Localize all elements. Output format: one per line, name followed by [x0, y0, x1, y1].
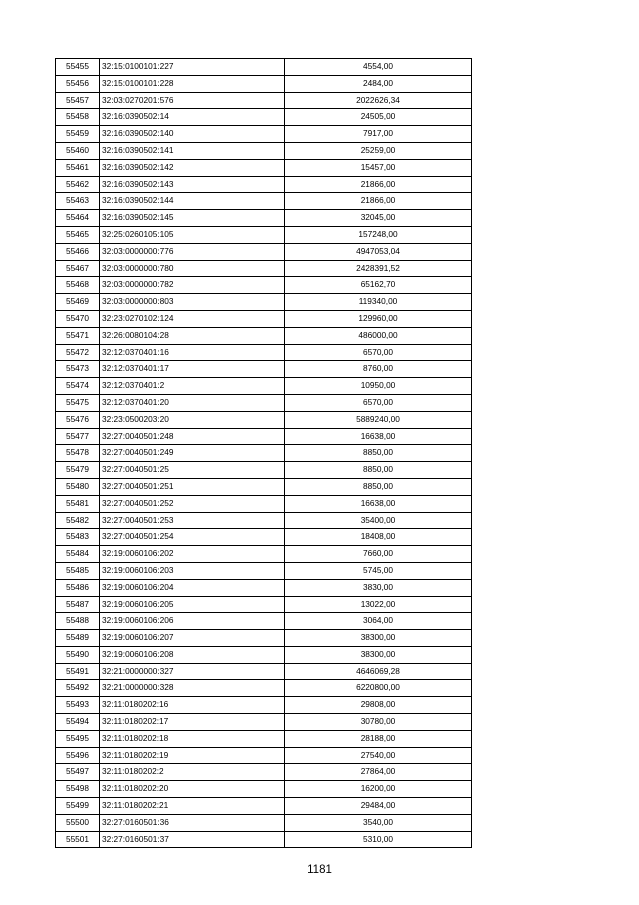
row-number-cell: 55470	[56, 310, 100, 327]
cadastral-number-cell: 32:12:0370401:20	[100, 394, 285, 411]
cadastral-number-cell: 32:11:0180202:2	[100, 764, 285, 781]
row-number-cell: 55479	[56, 462, 100, 479]
value-cell: 8850,00	[285, 478, 472, 495]
row-number-cell: 55468	[56, 277, 100, 294]
table-row	[56, 680, 472, 697]
row-number-cell: 55482	[56, 512, 100, 529]
table-row	[56, 394, 472, 411]
row-number-cell: 55492	[56, 680, 100, 697]
value-cell: 5745,00	[285, 562, 472, 579]
cadastral-value-table	[55, 58, 472, 848]
cadastral-number-cell: 32:16:0390502:140	[100, 126, 285, 143]
row-number-cell: 55461	[56, 159, 100, 176]
cadastral-number-cell: 32:19:0060106:203	[100, 562, 285, 579]
row-number-cell: 55497	[56, 764, 100, 781]
row-number-cell: 55458	[56, 109, 100, 126]
cadastral-number-cell: 32:03:0000000:782	[100, 277, 285, 294]
value-cell: 6220800,00	[285, 680, 472, 697]
cadastral-number-cell: 32:19:0060106:204	[100, 579, 285, 596]
table-row	[56, 495, 472, 512]
row-number-cell: 55478	[56, 445, 100, 462]
cadastral-number-cell: 32:23:0500203:20	[100, 411, 285, 428]
value-cell: 8760,00	[285, 361, 472, 378]
table-row	[56, 109, 472, 126]
value-cell: 4554,00	[285, 59, 472, 76]
row-number-cell: 55476	[56, 411, 100, 428]
value-cell: 3064,00	[285, 613, 472, 630]
table-row	[56, 747, 472, 764]
cadastral-number-cell: 32:03:0000000:780	[100, 260, 285, 277]
table-row	[56, 512, 472, 529]
row-number-cell: 55459	[56, 126, 100, 143]
cadastral-number-cell: 32:15:0100101:227	[100, 59, 285, 76]
cadastral-number-cell: 32:27:0040501:254	[100, 529, 285, 546]
value-cell: 5889240,00	[285, 411, 472, 428]
table-row	[56, 378, 472, 395]
row-number-cell: 55490	[56, 646, 100, 663]
value-cell: 38300,00	[285, 646, 472, 663]
table-row	[56, 663, 472, 680]
row-number-cell: 55496	[56, 747, 100, 764]
value-cell: 13022,00	[285, 596, 472, 613]
table-row	[56, 327, 472, 344]
value-cell: 21866,00	[285, 193, 472, 210]
value-cell: 16200,00	[285, 781, 472, 798]
cadastral-number-cell: 32:27:0040501:252	[100, 495, 285, 512]
cadastral-number-cell: 32:03:0000000:803	[100, 294, 285, 311]
table-row	[56, 445, 472, 462]
table-row	[56, 579, 472, 596]
value-cell: 2428391,52	[285, 260, 472, 277]
cadastral-number-cell: 32:11:0180202:21	[100, 798, 285, 815]
table-row	[56, 562, 472, 579]
cadastral-number-cell: 32:11:0180202:17	[100, 714, 285, 731]
cadastral-number-cell: 32:16:0390502:14	[100, 109, 285, 126]
row-number-cell: 55485	[56, 562, 100, 579]
table-row	[56, 798, 472, 815]
table-row	[56, 92, 472, 109]
cadastral-number-cell: 32:19:0060106:202	[100, 546, 285, 563]
value-cell: 2022626,34	[285, 92, 472, 109]
cadastral-number-cell: 32:27:0160501:37	[100, 831, 285, 848]
row-number-cell: 55486	[56, 579, 100, 596]
table-row	[56, 75, 472, 92]
table-row	[56, 428, 472, 445]
table-row	[56, 730, 472, 747]
cadastral-number-cell: 32:16:0390502:141	[100, 142, 285, 159]
row-number-cell: 55483	[56, 529, 100, 546]
table-row	[56, 596, 472, 613]
value-cell: 16638,00	[285, 428, 472, 445]
value-cell: 6570,00	[285, 394, 472, 411]
table-row	[56, 243, 472, 260]
row-number-cell: 55456	[56, 75, 100, 92]
row-number-cell: 55469	[56, 294, 100, 311]
value-cell: 29808,00	[285, 697, 472, 714]
cadastral-number-cell: 32:27:0040501:248	[100, 428, 285, 445]
value-cell: 28188,00	[285, 730, 472, 747]
value-cell: 27540,00	[285, 747, 472, 764]
row-number-cell: 55466	[56, 243, 100, 260]
cadastral-number-cell: 32:21:0000000:328	[100, 680, 285, 697]
row-number-cell: 55472	[56, 344, 100, 361]
value-cell: 16638,00	[285, 495, 472, 512]
cadastral-number-cell: 32:27:0040501:251	[100, 478, 285, 495]
row-number-cell: 55477	[56, 428, 100, 445]
cadastral-number-cell: 32:16:0390502:143	[100, 176, 285, 193]
value-cell: 25259,00	[285, 142, 472, 159]
row-number-cell: 55475	[56, 394, 100, 411]
value-cell: 8850,00	[285, 445, 472, 462]
table-row	[56, 814, 472, 831]
row-number-cell: 55474	[56, 378, 100, 395]
cadastral-number-cell: 32:19:0060106:206	[100, 613, 285, 630]
table-row	[56, 310, 472, 327]
value-cell: 35400,00	[285, 512, 472, 529]
cadastral-number-cell: 32:11:0180202:16	[100, 697, 285, 714]
page-number: 1181	[307, 864, 332, 876]
row-number-cell: 55471	[56, 327, 100, 344]
value-cell: 486000,00	[285, 327, 472, 344]
row-number-cell: 55460	[56, 142, 100, 159]
row-number-cell: 55494	[56, 714, 100, 731]
value-cell: 8850,00	[285, 462, 472, 479]
value-cell: 24505,00	[285, 109, 472, 126]
table-row	[56, 529, 472, 546]
table-row	[56, 142, 472, 159]
cadastral-number-cell: 32:16:0390502:145	[100, 210, 285, 227]
value-cell: 38300,00	[285, 630, 472, 647]
table-row	[56, 344, 472, 361]
value-cell: 3540,00	[285, 814, 472, 831]
cadastral-number-cell: 32:26:0080104:28	[100, 327, 285, 344]
cadastral-number-cell: 32:11:0180202:20	[100, 781, 285, 798]
table-row	[56, 781, 472, 798]
row-number-cell: 55463	[56, 193, 100, 210]
table-row	[56, 277, 472, 294]
cadastral-number-cell: 32:12:0370401:17	[100, 361, 285, 378]
table-row	[56, 411, 472, 428]
row-number-cell: 55455	[56, 59, 100, 76]
row-number-cell: 55498	[56, 781, 100, 798]
value-cell: 4947053,04	[285, 243, 472, 260]
table-row	[56, 714, 472, 731]
cadastral-number-cell: 32:27:0040501:249	[100, 445, 285, 462]
row-number-cell: 55491	[56, 663, 100, 680]
row-number-cell: 55464	[56, 210, 100, 227]
table-row	[56, 159, 472, 176]
value-cell: 65162,70	[285, 277, 472, 294]
value-cell: 18408,00	[285, 529, 472, 546]
row-number-cell: 55462	[56, 176, 100, 193]
value-cell: 10950,00	[285, 378, 472, 395]
cadastral-number-cell: 32:27:0040501:25	[100, 462, 285, 479]
row-number-cell: 55500	[56, 814, 100, 831]
table-row	[56, 193, 472, 210]
row-number-cell: 55493	[56, 697, 100, 714]
cadastral-number-cell: 32:23:0270102:124	[100, 310, 285, 327]
row-number-cell: 55473	[56, 361, 100, 378]
cadastral-number-cell: 32:03:0270201:576	[100, 92, 285, 109]
table-row	[56, 59, 472, 76]
row-number-cell: 55495	[56, 730, 100, 747]
cadastral-number-cell: 32:11:0180202:19	[100, 747, 285, 764]
value-cell: 2484,00	[285, 75, 472, 92]
table-row	[56, 646, 472, 663]
cadastral-number-cell: 32:11:0180202:18	[100, 730, 285, 747]
table-row	[56, 126, 472, 143]
value-cell: 119340,00	[285, 294, 472, 311]
cadastral-number-cell: 32:12:0370401:2	[100, 378, 285, 395]
row-number-cell: 55499	[56, 798, 100, 815]
table-row	[56, 294, 472, 311]
row-number-cell: 55489	[56, 630, 100, 647]
table-row	[56, 546, 472, 563]
cadastral-number-cell: 32:12:0370401:16	[100, 344, 285, 361]
cadastral-number-cell: 32:19:0060106:208	[100, 646, 285, 663]
table-row	[56, 176, 472, 193]
cadastral-number-cell: 32:27:0040501:253	[100, 512, 285, 529]
value-cell: 21866,00	[285, 176, 472, 193]
value-cell: 29484,00	[285, 798, 472, 815]
value-cell: 27864,00	[285, 764, 472, 781]
row-number-cell: 55457	[56, 92, 100, 109]
row-number-cell: 55487	[56, 596, 100, 613]
row-number-cell: 55481	[56, 495, 100, 512]
row-number-cell: 55501	[56, 831, 100, 848]
value-cell: 3830,00	[285, 579, 472, 596]
cadastral-number-cell: 32:15:0100101:228	[100, 75, 285, 92]
cadastral-number-cell: 32:27:0160501:36	[100, 814, 285, 831]
value-cell: 7660,00	[285, 546, 472, 563]
table-row	[56, 764, 472, 781]
row-number-cell: 55480	[56, 478, 100, 495]
cadastral-number-cell: 32:03:0000000:776	[100, 243, 285, 260]
value-cell: 157248,00	[285, 226, 472, 243]
table-row	[56, 613, 472, 630]
cadastral-number-cell: 32:16:0390502:142	[100, 159, 285, 176]
row-number-cell: 55488	[56, 613, 100, 630]
table-row	[56, 478, 472, 495]
value-cell: 7917,00	[285, 126, 472, 143]
row-number-cell: 55465	[56, 226, 100, 243]
row-number-cell: 55467	[56, 260, 100, 277]
row-number-cell: 55484	[56, 546, 100, 563]
value-cell: 15457,00	[285, 159, 472, 176]
table-row	[56, 210, 472, 227]
cadastral-number-cell: 32:19:0060106:205	[100, 596, 285, 613]
table-row	[56, 462, 472, 479]
cadastral-number-cell: 32:21:0000000:327	[100, 663, 285, 680]
value-cell: 129960,00	[285, 310, 472, 327]
table-row	[56, 630, 472, 647]
value-cell: 30780,00	[285, 714, 472, 731]
cadastral-number-cell: 32:19:0060106:207	[100, 630, 285, 647]
value-cell: 5310,00	[285, 831, 472, 848]
value-cell: 32045,00	[285, 210, 472, 227]
table-row	[56, 226, 472, 243]
table-row	[56, 831, 472, 848]
value-cell: 4646069,28	[285, 663, 472, 680]
value-cell: 6570,00	[285, 344, 472, 361]
table-row	[56, 697, 472, 714]
table-body	[56, 59, 472, 848]
table-row	[56, 260, 472, 277]
cadastral-number-cell: 32:16:0390502:144	[100, 193, 285, 210]
table-row	[56, 361, 472, 378]
cadastral-number-cell: 32:25:0260105:105	[100, 226, 285, 243]
